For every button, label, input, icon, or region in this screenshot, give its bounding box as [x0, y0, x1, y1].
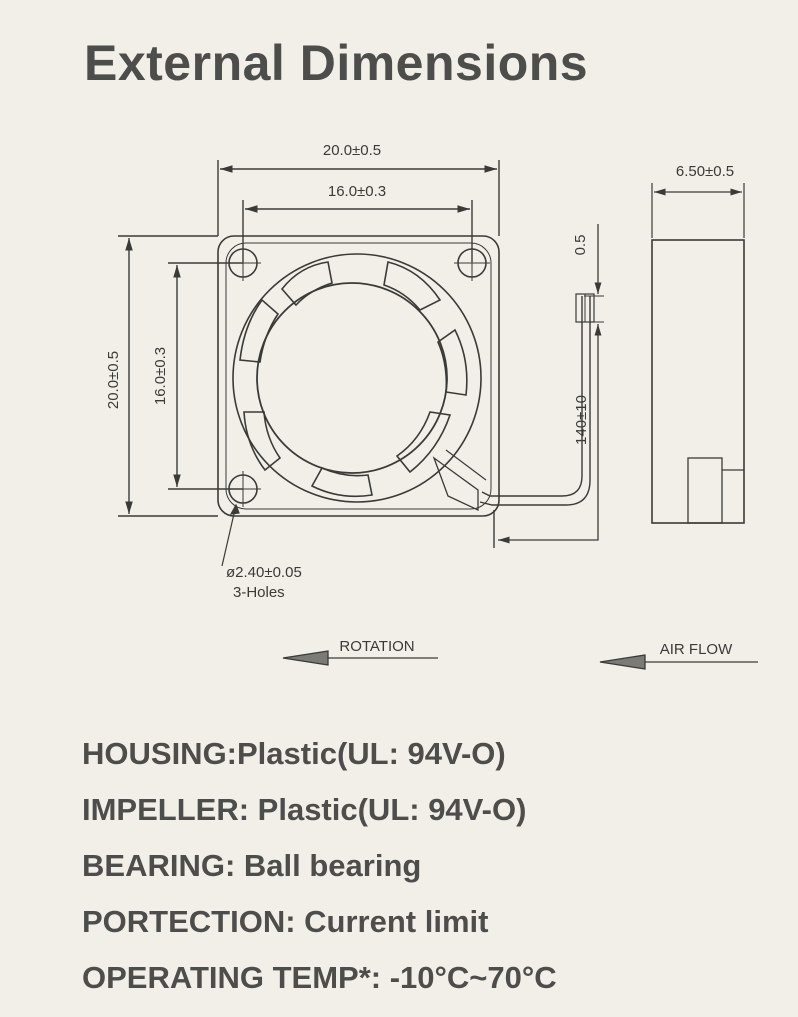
fan-front-view	[218, 236, 499, 516]
air-flow-label: AIR FLOW	[659, 641, 733, 658]
spec-operating-temp: OPERATING TEMP*: -10°C~70°C	[82, 960, 557, 995]
lead-length-label: 140±10	[573, 395, 590, 445]
spec-list	[82, 732, 557, 1012]
thickness-label: 6.50±0.5	[675, 163, 735, 180]
spec-housing: HOUSING:Plastic(UL: 94V-O)	[82, 736, 506, 771]
page-title: External Dimensions	[84, 35, 589, 91]
fan-side-view	[652, 183, 744, 523]
wire-offset-label: 0.5	[572, 234, 589, 256]
hole-spacing-v-label: 16.0±0.3	[152, 346, 169, 406]
spec-protection: PORTECTION: Current limit	[82, 904, 489, 939]
overall-height-label: 20.0±0.5	[105, 350, 122, 410]
hole-diameter-label: ø2.40±0.05	[226, 564, 302, 581]
rotation-label: ROTATION	[339, 638, 415, 655]
hole-count-label: 3-Holes	[233, 584, 285, 601]
spec-bearing: BEARING: Ball bearing	[82, 848, 422, 883]
hole-spacing-h-label: 16.0±0.3	[327, 183, 387, 200]
spec-impeller: IMPELLER: Plastic(UL: 94V-O)	[82, 792, 527, 827]
overall-width-label: 20.0±0.5	[322, 142, 382, 159]
